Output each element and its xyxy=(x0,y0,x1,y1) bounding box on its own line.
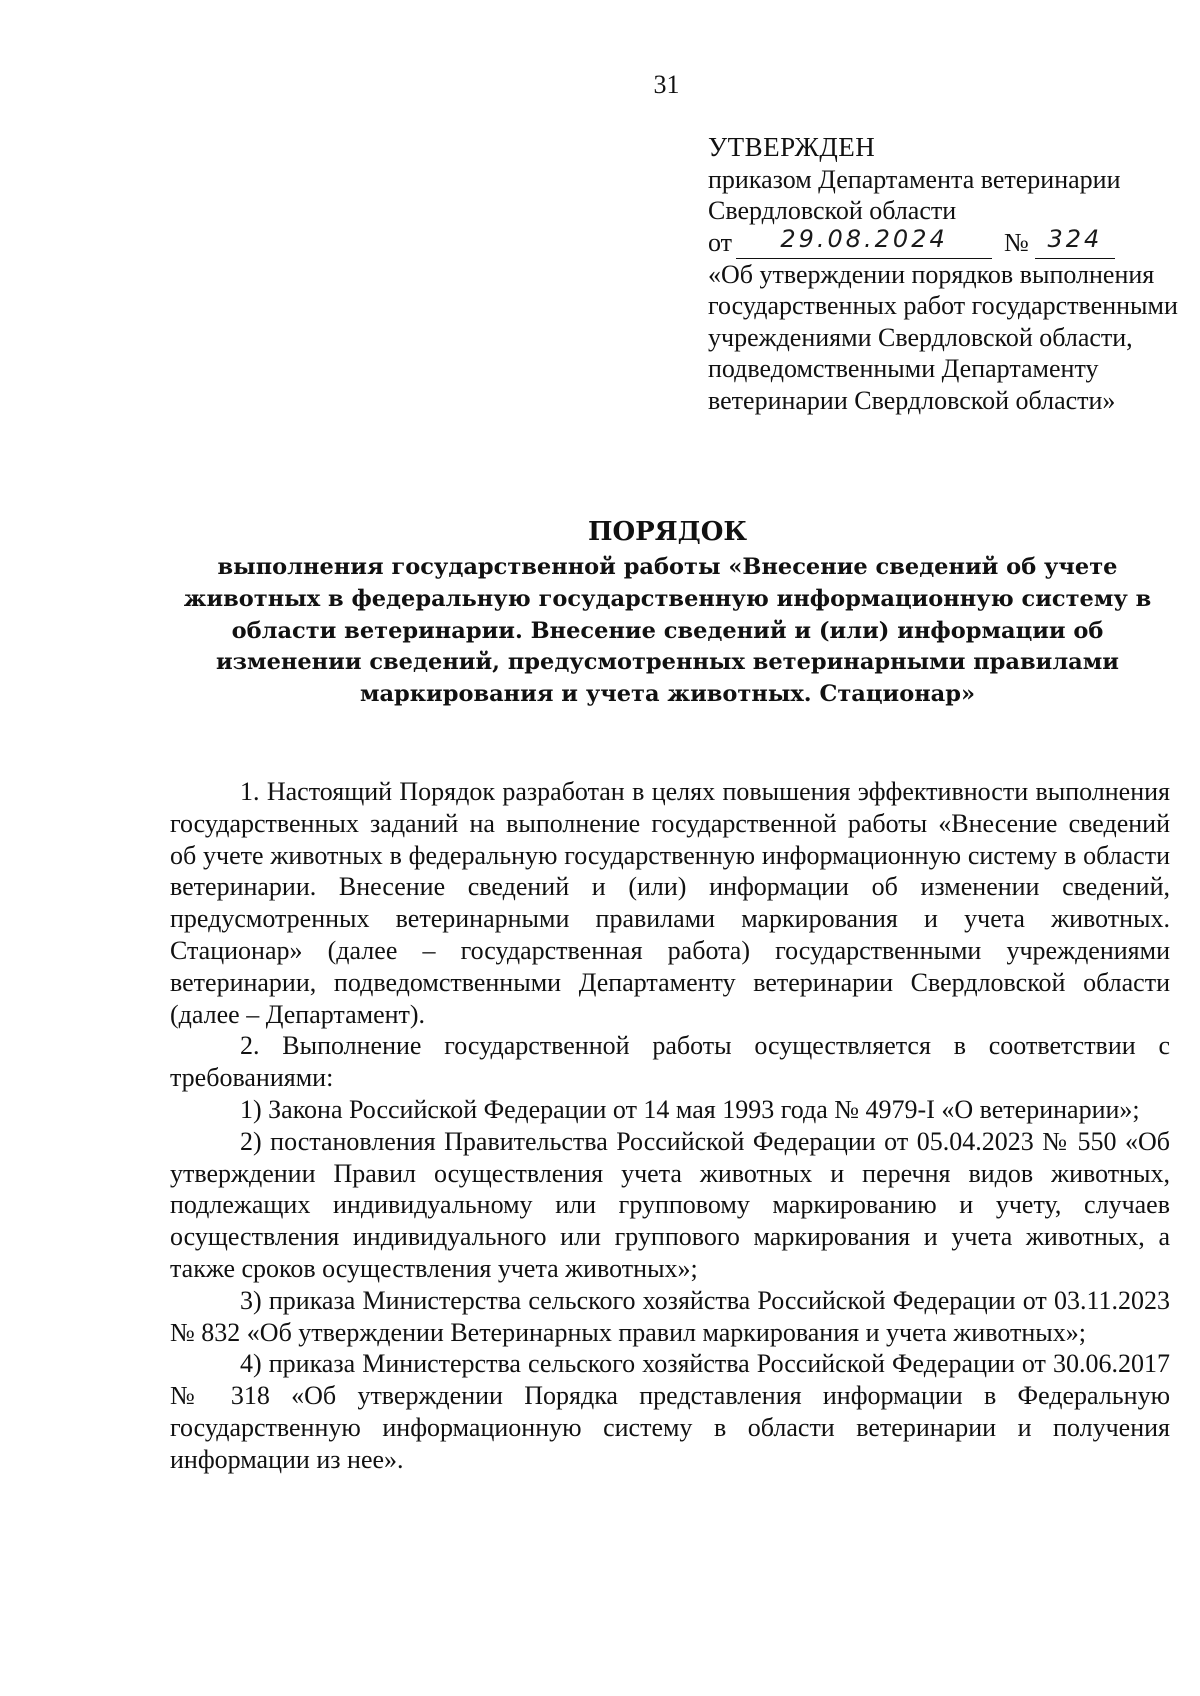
approval-line-region: Свердловской области xyxy=(708,196,957,225)
document-subtitle: выполнения государственной работы «Внесение сведений об учете животных в федеральную государственную информационную систему в области ветеринарии. Внесение сведений и (или) информации об изменении сведений, предусмотренных ветеринарными правилами маркирования и учета животных. Стационар» xyxy=(183,554,1152,708)
paragraph-2: 2. Выполнение государственной работы осуществляется в соответствии с требованиями: xyxy=(170,1031,1170,1093)
paragraph-1: 1. Настоящий Порядок разработан в целях повышения эффективности выполнения государственных заданий на выполнение государственной работы «Внесение сведений об учете животных в федеральную государственную информационную систему в области ветеринарии. Внесение сведений и (или) информации об изменении сведений, предусмотренных ветеринарными правилами маркирования и учета животных. Стационар» (далее – государственная работа) государственными учреждениями ветеринарии, подведомственными Департаменту ветеринарии Свердловской области (далее – Департамент). xyxy=(170,777,1170,1029)
number-field xyxy=(1035,225,1115,259)
list-item-1: 1) Закона Российской Федерации от 14 мая 1993 года № 4979-I «О ветеринарии»; xyxy=(240,1094,1140,1124)
page-number: 31 xyxy=(653,70,680,99)
approval-date-number-row xyxy=(708,227,1178,259)
approval-stamp-block xyxy=(708,132,1178,416)
list-item-4: 4) приказа Министерства сельского хозяйства Российской Федерации от 30.06.2017 № 318 «Об утверждении Порядка представления информации в Федеральную государственную информационную систему в области ветеринарии и получения информации из нее». xyxy=(170,1349,1170,1474)
document-title: ПОРЯДОК xyxy=(587,517,748,547)
approved-label: УТВЕРЖДЕН xyxy=(708,132,876,162)
approval-line-order-by: приказом Департамента ветеринарии xyxy=(708,164,1121,194)
handwritten-number: 324 xyxy=(1047,225,1103,253)
date-field xyxy=(736,225,992,259)
number-sign-label: № xyxy=(1004,228,1029,257)
document-body xyxy=(170,776,1170,1476)
list-item-3: 3) приказа Министерства сельского хозяйства Российской Федерации от 03.11.2023 № 832 «Об утверждении Ветеринарных правил маркирования и учета животных»; xyxy=(170,1285,1170,1347)
handwritten-date: 29.08.2024 xyxy=(780,225,948,253)
list-item-2: 2) постановления Правительства Российской Федерации от 05.04.2023 № 550 «Об утверждении Правил осуществления учета животных и перечня видов животных, подлежащих индивидуальному или групповому маркированию и учету, случаев осуществления индивидуального или группового маркирования и учета животных, а также сроков осуществления учета животных»; xyxy=(170,1126,1170,1283)
from-label: от xyxy=(708,228,733,257)
document-heading xyxy=(165,516,1170,711)
approval-order-title: «Об утверждении порядков выполнения государственных работ государственными учреждениями Свердловской области, подведомственными Департаменту ветеринарии Свердловской области» xyxy=(708,259,1178,415)
